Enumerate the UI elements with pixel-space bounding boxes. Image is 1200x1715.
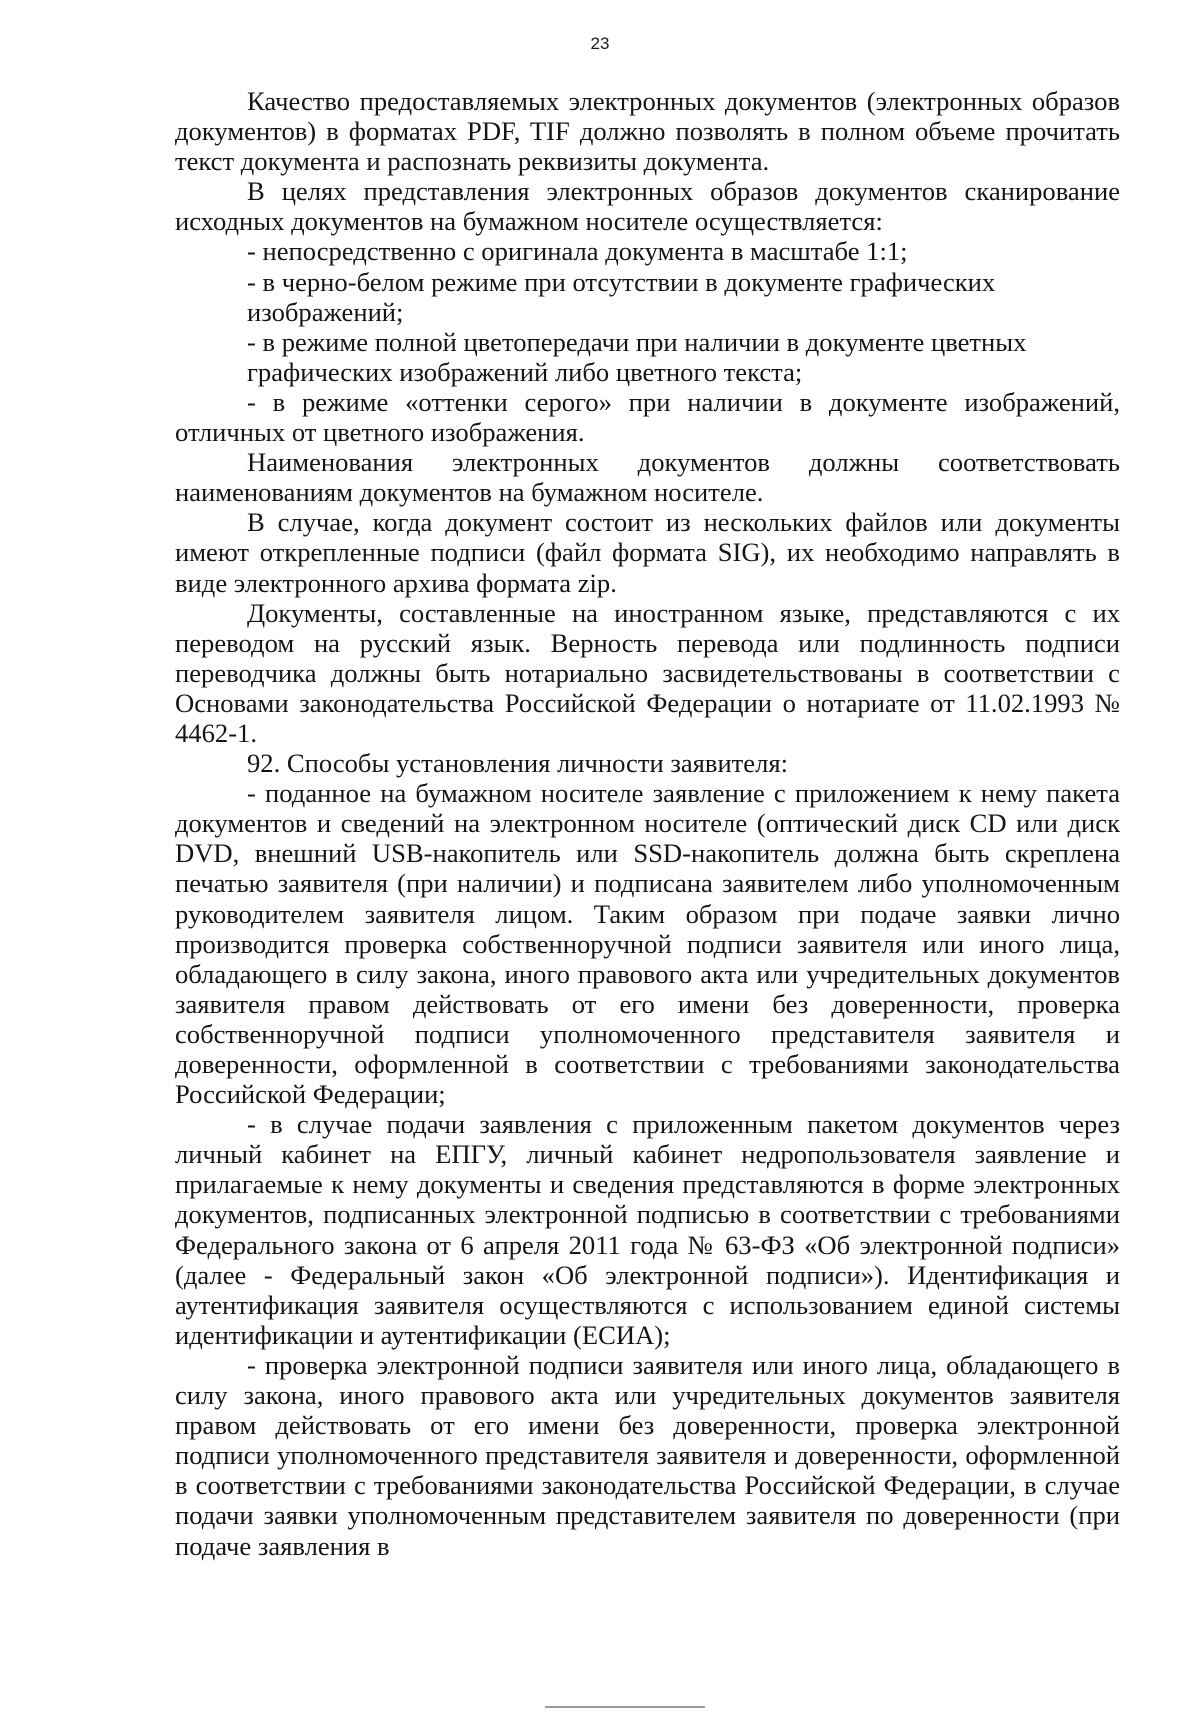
paragraph-scanning-intro: В целях представления электронных образов документов сканирование исходных документов на бумажном носителе осуществляется: [175,176,1120,237]
page-number: 23 [590,34,610,53]
page-bottom-mark [545,1706,705,1708]
list-item-grayscale: - в режиме «оттенки серого» при наличии в документе изображений, отличных от цветного изображения. [175,386,1120,448]
list-item-original-scale: - непосредственно с оригинала документа в масштабе 1:1; [247,236,908,267]
paragraph-scan-quality: Качество предоставляемых электронных документов (электронных образов документов) в форматах PDF, TIF должно позволять в полном объеме прочитать текст документа и распознать реквизиты документа. [175,86,1120,177]
list-item-full-color: - в режиме полной цветопередачи при наличии в документе цветных графических изображений либо цветного текста; [247,326,1027,387]
list-item-black-white: - в черно-белом режиме при отсутствии в документе графических изображений; [247,266,996,327]
paragraph-zip-archive: В случае, когда документ состоит из нескольких файлов или документы имеют открепленные подписи (файл формата SIG), их необходимо направлять в виде электронного архива формата zip. [175,507,1120,598]
section-heading-92: 92. Способы установления личности заявителя: [247,748,788,779]
paragraph-signature-check: - проверка электронной подписи заявителя или иного лица, обладающего в силу закона, иного правового акта или учредительных документов заявителя правом действовать от его имени без доверенности, проверка электронной подписи уполномоченного представителя заявителя и доверенности, оформленной в соответствии с требованиями законодательства Российской Федерации, в случае подачи заявки уполномоченным представителем заявителя по доверенности (при подаче заявления в [175,1349,1120,1561]
paragraph-epgu-submission: - в случае подачи заявления с приложенным пакетом документов через личный кабинет на ЕПГУ, личный кабинет недропользователя заявление и прилагаемые к нему документы и сведения представляются в форме электронных документов, подписанных электронной подписью в соответствии с требованиями Федерального закона от 6 апреля 2011 года № 63-ФЗ «Об электронной подписи» (далее - Федеральный закон «Об электронной подписи»). Идентификация и аутентификация заявителя осуществляются с использованием единой системы идентификации и аутентификации (ЕСИА); [175,1109,1120,1350]
paragraph-paper-submission: - поданное на бумажном носителе заявление с приложением к нему пакета документов и сведений на электронном носителе (оптический диск CD или диск DVD, внешний USB-накопитель или SSD-накопитель должна быть скреплена печатью заявителя (при наличии) и подписана заявителем либо уполномоченным руководителем заявителя лицом. Таким образом при подаче заявки лично производится проверка собственноручной подписи заявителя или иного лица, обладающего в силу закона, иного правового акта или учредительных документов заявителя правом действовать от его имени без доверенности, проверка собственноручной подписи уполномоченного представителя заявителя и доверенности, оформленной в соответствии с требованиями законодательства Российской Федерации; [175,778,1120,1110]
document-body [175,86,1120,1561]
paragraph-foreign-language: Документы, составленные на иностранном языке, представляются с их переводом на русский язык. Верность перевода или подлинность подписи переводчика должны быть нотариально засвидетельствованы в соответствии с Основами законодательства Российской Федерации о нотариате от 11.02.1993 № 4462-1. [175,597,1120,748]
paragraph-document-names: Наименования электронных документов должны соответствовать наименованиям документов на бумажном носителе. [175,447,1120,508]
